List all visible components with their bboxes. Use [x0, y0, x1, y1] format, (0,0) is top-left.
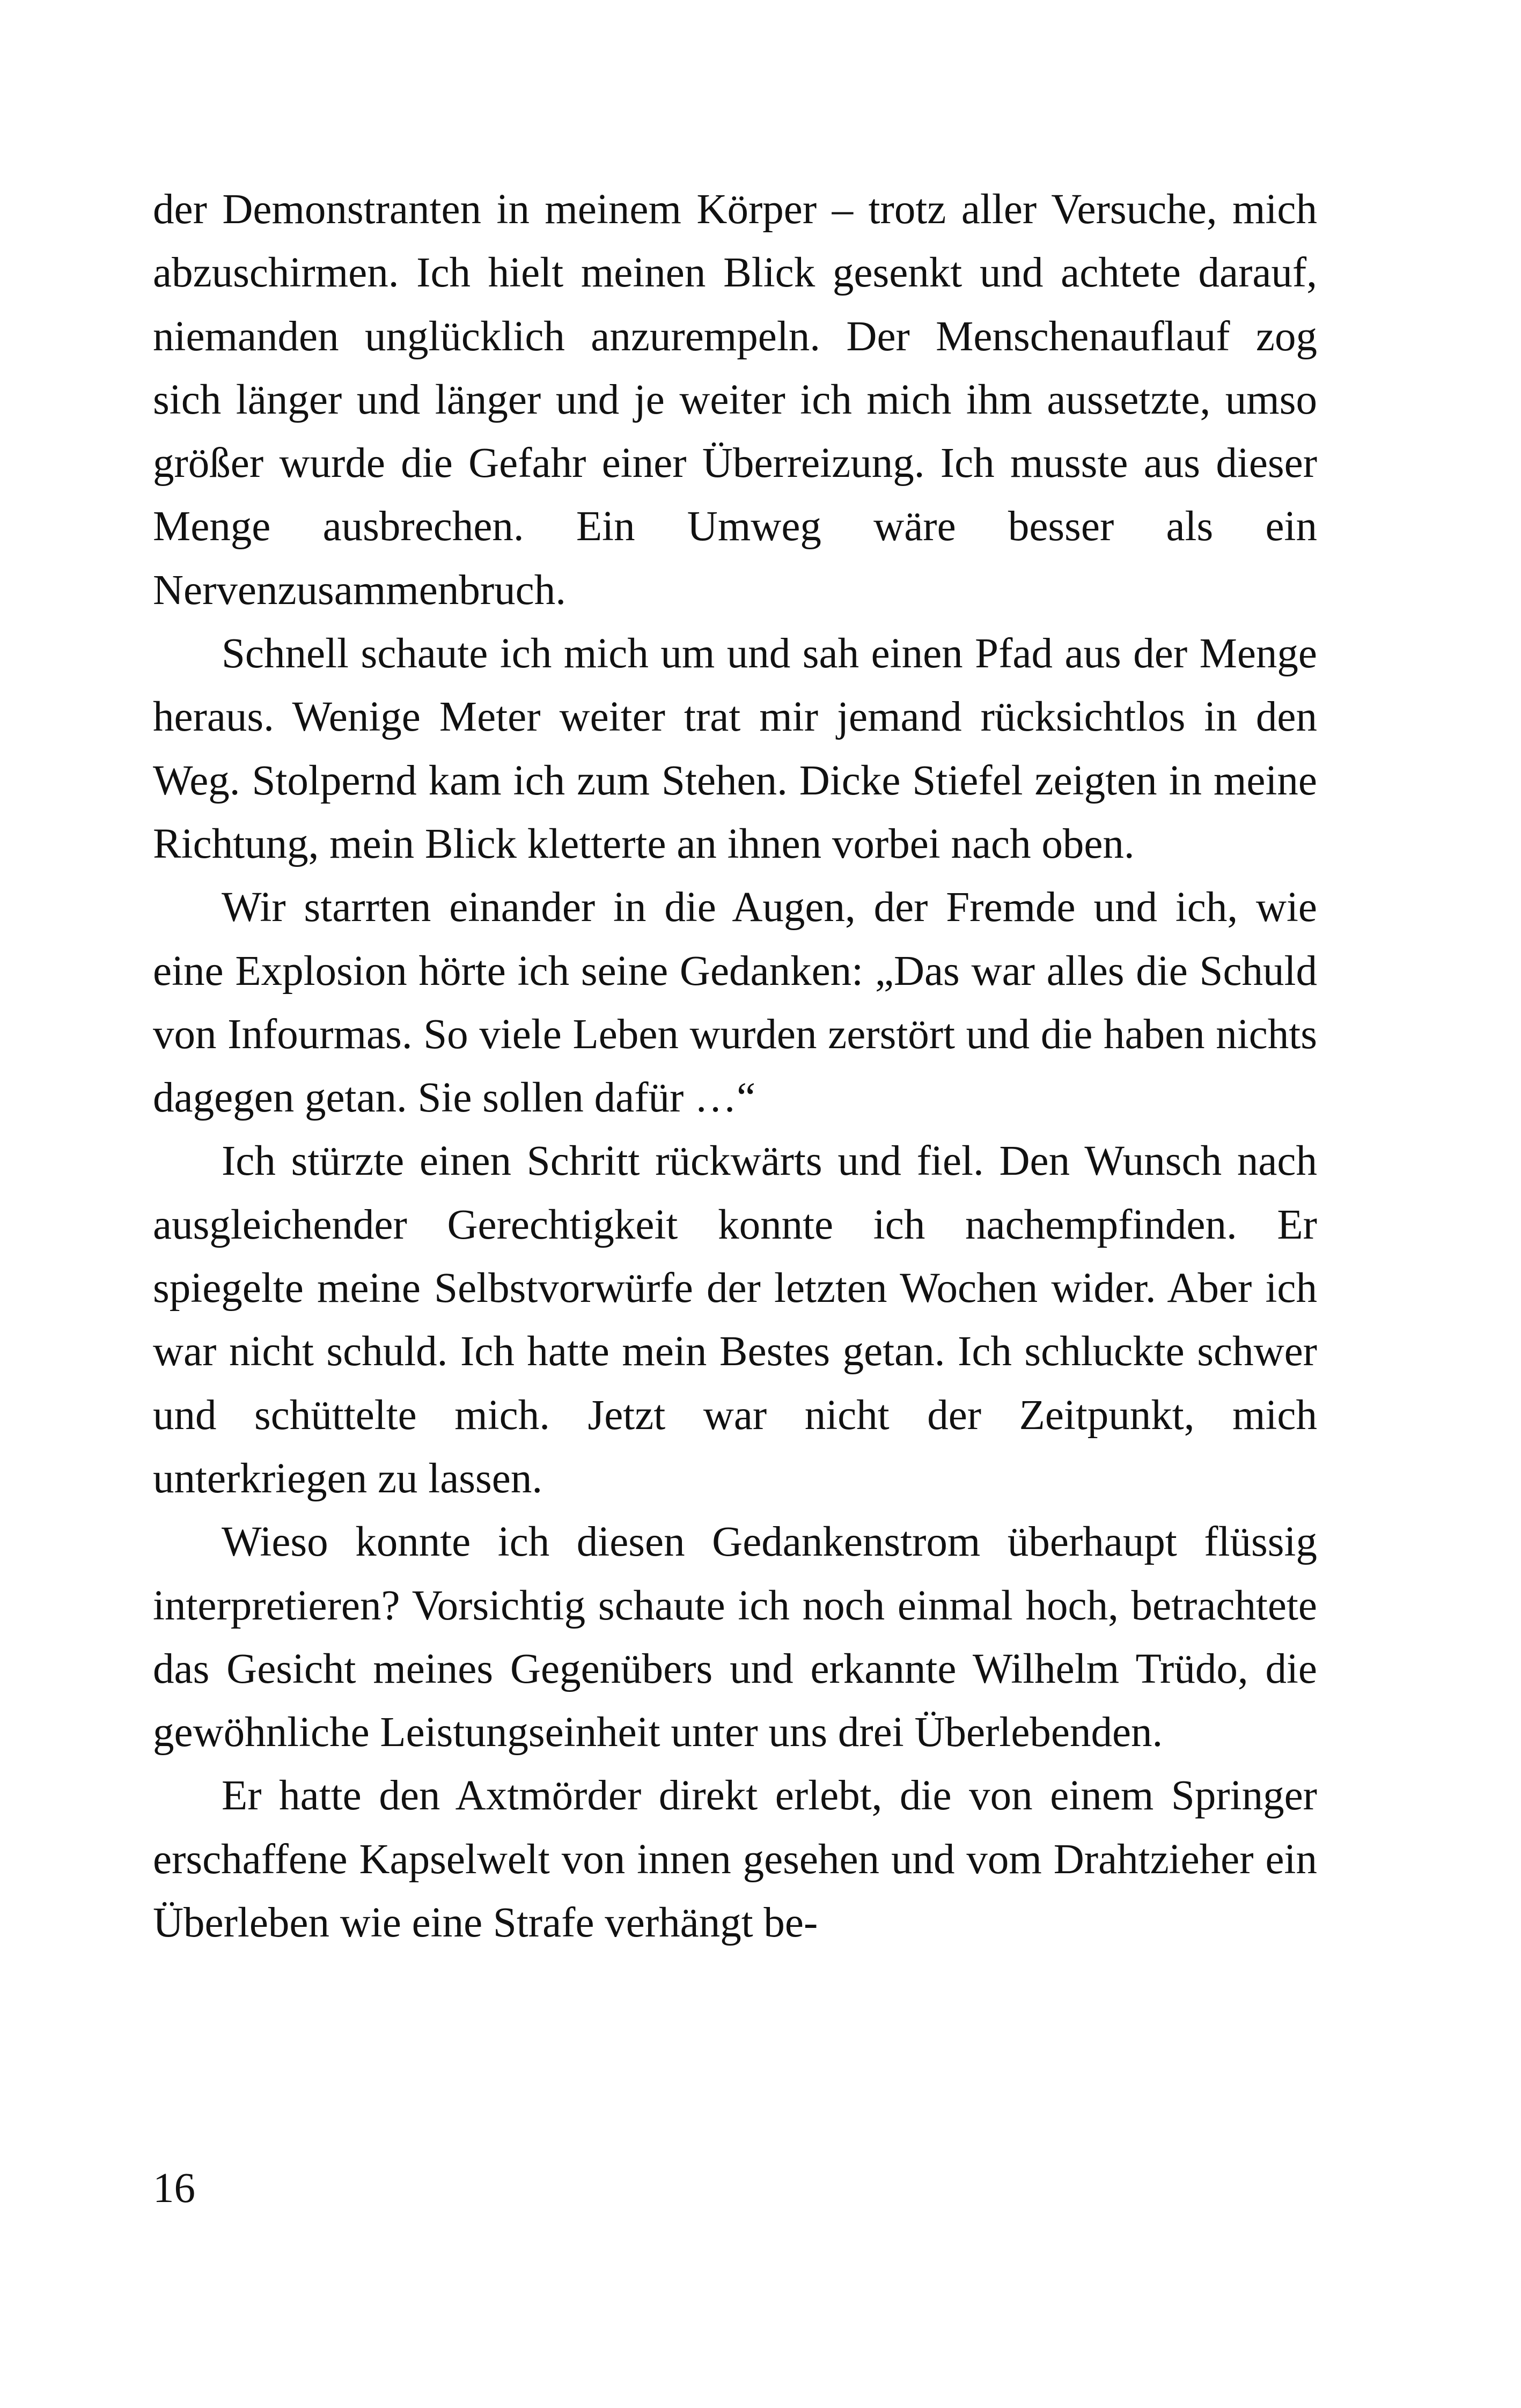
paragraph-4: Ich stürzte einen Schritt rückwärts und fiel. Den Wunsch nach ausgleichender Gerechtigkeit konnte ich nachempfinden. Er spiegelte meine Selbstvorwürfe der letzten Wochen wider. Aber ich war nicht schuld. Ich hatte mein Bestes getan. Ich schluckte schwer und schüttelte mich. Jetzt war nicht der Zeitpunkt, mich unterkriegen zu lassen.: [153, 1138, 1317, 1502]
paragraph-3: Wir starrten einander in die Augen, der Fremde und ich, wie eine Explosion hörte ich seine Gedanken: „Das war alles die Schuld von Infourmas. So viele Leben wurden zerstört und die haben nichts dagegen getan. Sie sollen dafür …“: [153, 884, 1317, 1122]
paragraph-2: Schnell schaute ich mich um und sah einen Pfad aus der Menge heraus. Wenige Meter weiter trat mir jemand rücksichtlos in den Weg. Stolpernd kam ich zum Stehen. Dicke Stiefel zeigten in meine Richtung, mein Blick kletterte an ihnen vorbei nach oben.: [153, 630, 1317, 867]
paragraph-1: der Demonstranten in meinem Körper – trotz aller Versuche, mich abzuschirmen. Ich hielt meinen Blick gesenkt und achtete darauf, niemanden unglücklich anzurempeln. Der Menschenauflauf zog sich länger und länger und je weiter ich mich ihm aussetzte, umso größer wurde die Gefahr einer Überreizung. Ich musste aus dieser Menge ausbrechen. Ein Umweg wäre besser als ein Nervenzusammenbruch.: [153, 186, 1317, 614]
page-number: 16: [153, 2165, 195, 2212]
body-text: [153, 178, 1317, 1955]
paragraph-6: Er hatte den Axtmörder direkt erlebt, die von einem Springer erschaffene Kapselwelt von innen gesehen und vom Drahtzieher ein Überleben wie eine Strafe verhängt be-: [153, 1772, 1317, 1947]
paragraph-5: Wieso konnte ich diesen Gedankenstrom überhaupt flüssig interpretieren? Vorsichtig schaute ich noch einmal hoch, betrachtete das Gesicht meines Gegenübers und erkannte Wilhelm Trüdo, die gewöhnliche Leistungseinheit unter uns drei Überlebenden.: [153, 1519, 1317, 1756]
